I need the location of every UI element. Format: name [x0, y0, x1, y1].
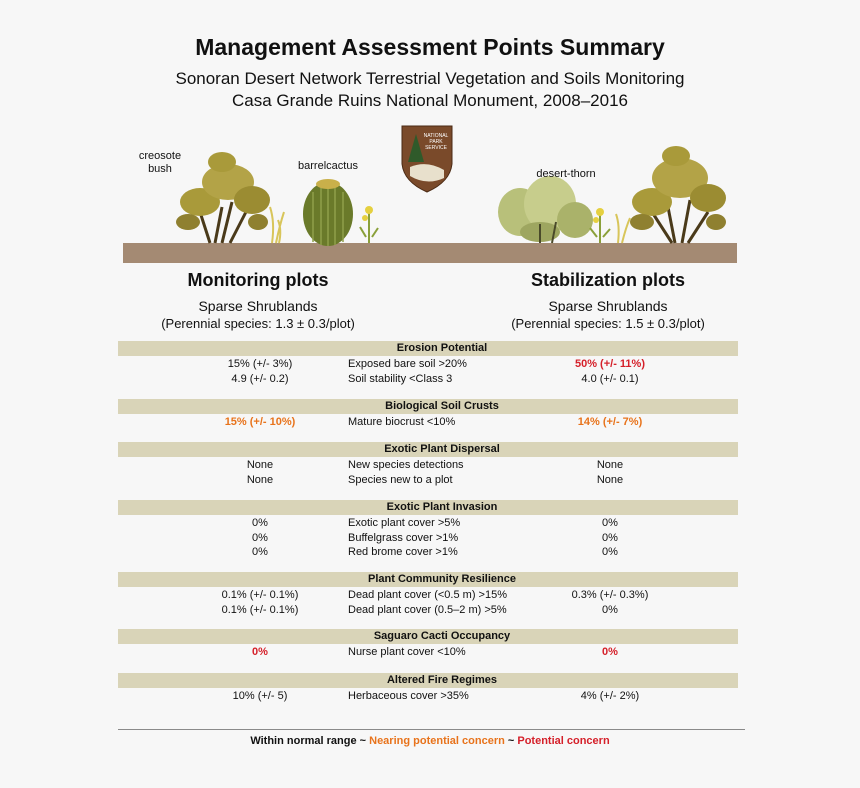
monitoring-value: 4.9 (+/- 0.2)	[231, 372, 289, 385]
monitoring-plots-heading: Monitoring plots	[187, 270, 329, 290]
assessment-metric: Dead plant cover (<0.5 m) >15%	[348, 589, 507, 601]
stabilization-species: (Perennial species: 1.5 ± 0.3/plot)	[511, 316, 705, 331]
assessment-metric: Mature biocrust <10%	[348, 416, 456, 428]
label-desert-thorn: desert-thorn	[536, 168, 596, 180]
illustration-svg	[0, 112, 860, 272]
label-creosote-bush	[128, 150, 192, 176]
monitoring-value: 10% (+/- 5)	[232, 690, 288, 702]
table-row	[0, 689, 860, 704]
stabilization-value: 0%	[602, 546, 618, 558]
assessment-metric: Buffelgrass cover >1%	[348, 531, 459, 544]
table-row	[0, 588, 860, 603]
grass-right	[616, 214, 630, 243]
section-title: Biological Soil Crusts	[385, 400, 499, 412]
monitoring-value: 0%	[252, 531, 268, 544]
legend-normal: Within normal range	[250, 735, 357, 747]
stabilization-habitat: Sparse Shrublands	[548, 298, 668, 314]
section-title: Saguaro Cacti Occupancy	[373, 630, 511, 642]
nps-badge-line3: SERVICE	[425, 145, 447, 151]
assessment-metric: Soil stability <Class 3	[348, 372, 453, 385]
table-row	[0, 516, 860, 531]
grass-left	[270, 207, 284, 243]
legend-concern: Potential concern	[517, 735, 610, 747]
stabilization-value: 50% (+/- 11%)	[574, 358, 645, 370]
section-band	[118, 341, 738, 356]
section-band	[118, 500, 738, 515]
monitoring-value: 0%	[252, 546, 268, 558]
section-title: Plant Community Resilience	[368, 573, 516, 585]
stabilization-value: None	[596, 459, 624, 471]
stabilization-value: 0%	[602, 646, 618, 658]
monitoring-value: 15% (+/- 10%)	[224, 416, 296, 428]
nps-arrowhead-icon	[402, 126, 452, 192]
table-row	[0, 473, 860, 488]
stabilization-value: None	[596, 473, 624, 486]
assessment-metric: Exposed bare soil >20%	[348, 358, 467, 370]
monitoring-value: None	[246, 459, 274, 471]
legend-nearing: Nearing potential concern	[369, 735, 505, 747]
stabilization-value: 4.0 (+/- 0.1)	[581, 372, 639, 385]
legend-separator-2: ~	[504, 735, 518, 747]
monitoring-value: None	[246, 473, 274, 486]
monitoring-value: 0.1% (+/- 0.1%)	[221, 603, 299, 616]
footer-divider	[118, 729, 745, 730]
assessment-metric: Exotic plant cover >5%	[348, 517, 461, 529]
monitoring-value: 0%	[252, 517, 268, 529]
stabilization-value: 0.3% (+/- 0.3%)	[571, 589, 649, 601]
vegetation-illustration	[0, 112, 860, 272]
subtitle-park: Casa Grande Ruins National Monument, 2008–2016	[232, 91, 628, 110]
section-title: Altered Fire Regimes	[386, 674, 498, 686]
section-band	[118, 399, 738, 414]
label-creosote-line1: creosote	[138, 150, 182, 162]
assessment-metric: Nurse plant cover <10%	[348, 646, 466, 658]
table-row	[0, 372, 860, 387]
assessment-metric: Species new to a plot	[348, 473, 453, 486]
assessment-metric: Red brome cover >1%	[348, 546, 458, 558]
legend-separator-1: ~	[356, 735, 370, 747]
monitoring-value: 15% (+/- 3%)	[227, 358, 293, 370]
status-legend	[0, 735, 860, 747]
subtitle-network: Sonoran Desert Network Terrestrial Vegetation and Soils Monitoring	[175, 69, 685, 88]
stabilization-plots-heading: Stabilization plots	[530, 270, 685, 290]
stabilization-value: 0%	[602, 531, 618, 544]
section-band	[118, 572, 738, 587]
assessment-metric: Herbaceous cover >35%	[348, 690, 469, 702]
flower-left	[360, 206, 378, 243]
assessment-metric: Dead plant cover (0.5–2 m) >5%	[348, 603, 507, 616]
label-barrelcactus: barrelcactus	[298, 160, 358, 172]
section-title: Exotic Plant Invasion	[386, 501, 498, 513]
stabilization-value: 4% (+/- 2%)	[580, 690, 640, 702]
nps-badge-line1: NATIONAL	[423, 133, 449, 139]
section-title: Erosion Potential	[396, 342, 488, 354]
monitoring-value: 0%	[252, 646, 268, 658]
barrel-cactus	[303, 179, 353, 246]
table-row	[0, 415, 860, 430]
monitoring-species: (Perennial species: 1.3 ± 0.3/plot)	[161, 316, 355, 331]
label-creosote-line2: bush	[148, 163, 172, 175]
table-row	[0, 458, 860, 473]
nps-badge-line2: PARK	[429, 139, 443, 145]
flower-right	[590, 208, 610, 243]
stabilization-value: 14% (+/- 7%)	[577, 416, 643, 428]
table-row	[0, 603, 860, 618]
section-band	[118, 629, 738, 644]
section-band	[118, 442, 738, 457]
table-row	[0, 531, 860, 546]
table-row	[0, 645, 860, 660]
stabilization-value: 0%	[602, 603, 618, 616]
monitoring-value: 0.1% (+/- 0.1%)	[221, 589, 299, 601]
desert-thorn-shrub	[498, 176, 593, 243]
creosote-bush-right	[630, 146, 726, 243]
stabilization-value: 0%	[602, 517, 618, 529]
monitoring-habitat: Sparse Shrublands	[198, 298, 318, 314]
ground-strip	[123, 243, 737, 263]
table-row	[0, 357, 860, 372]
assessment-metric: New species detections	[348, 459, 464, 471]
page-title: Management Assessment Points Summary	[195, 34, 665, 60]
section-title: Exotic Plant Dispersal	[384, 443, 500, 455]
section-band	[118, 673, 738, 688]
table-row	[0, 545, 860, 560]
